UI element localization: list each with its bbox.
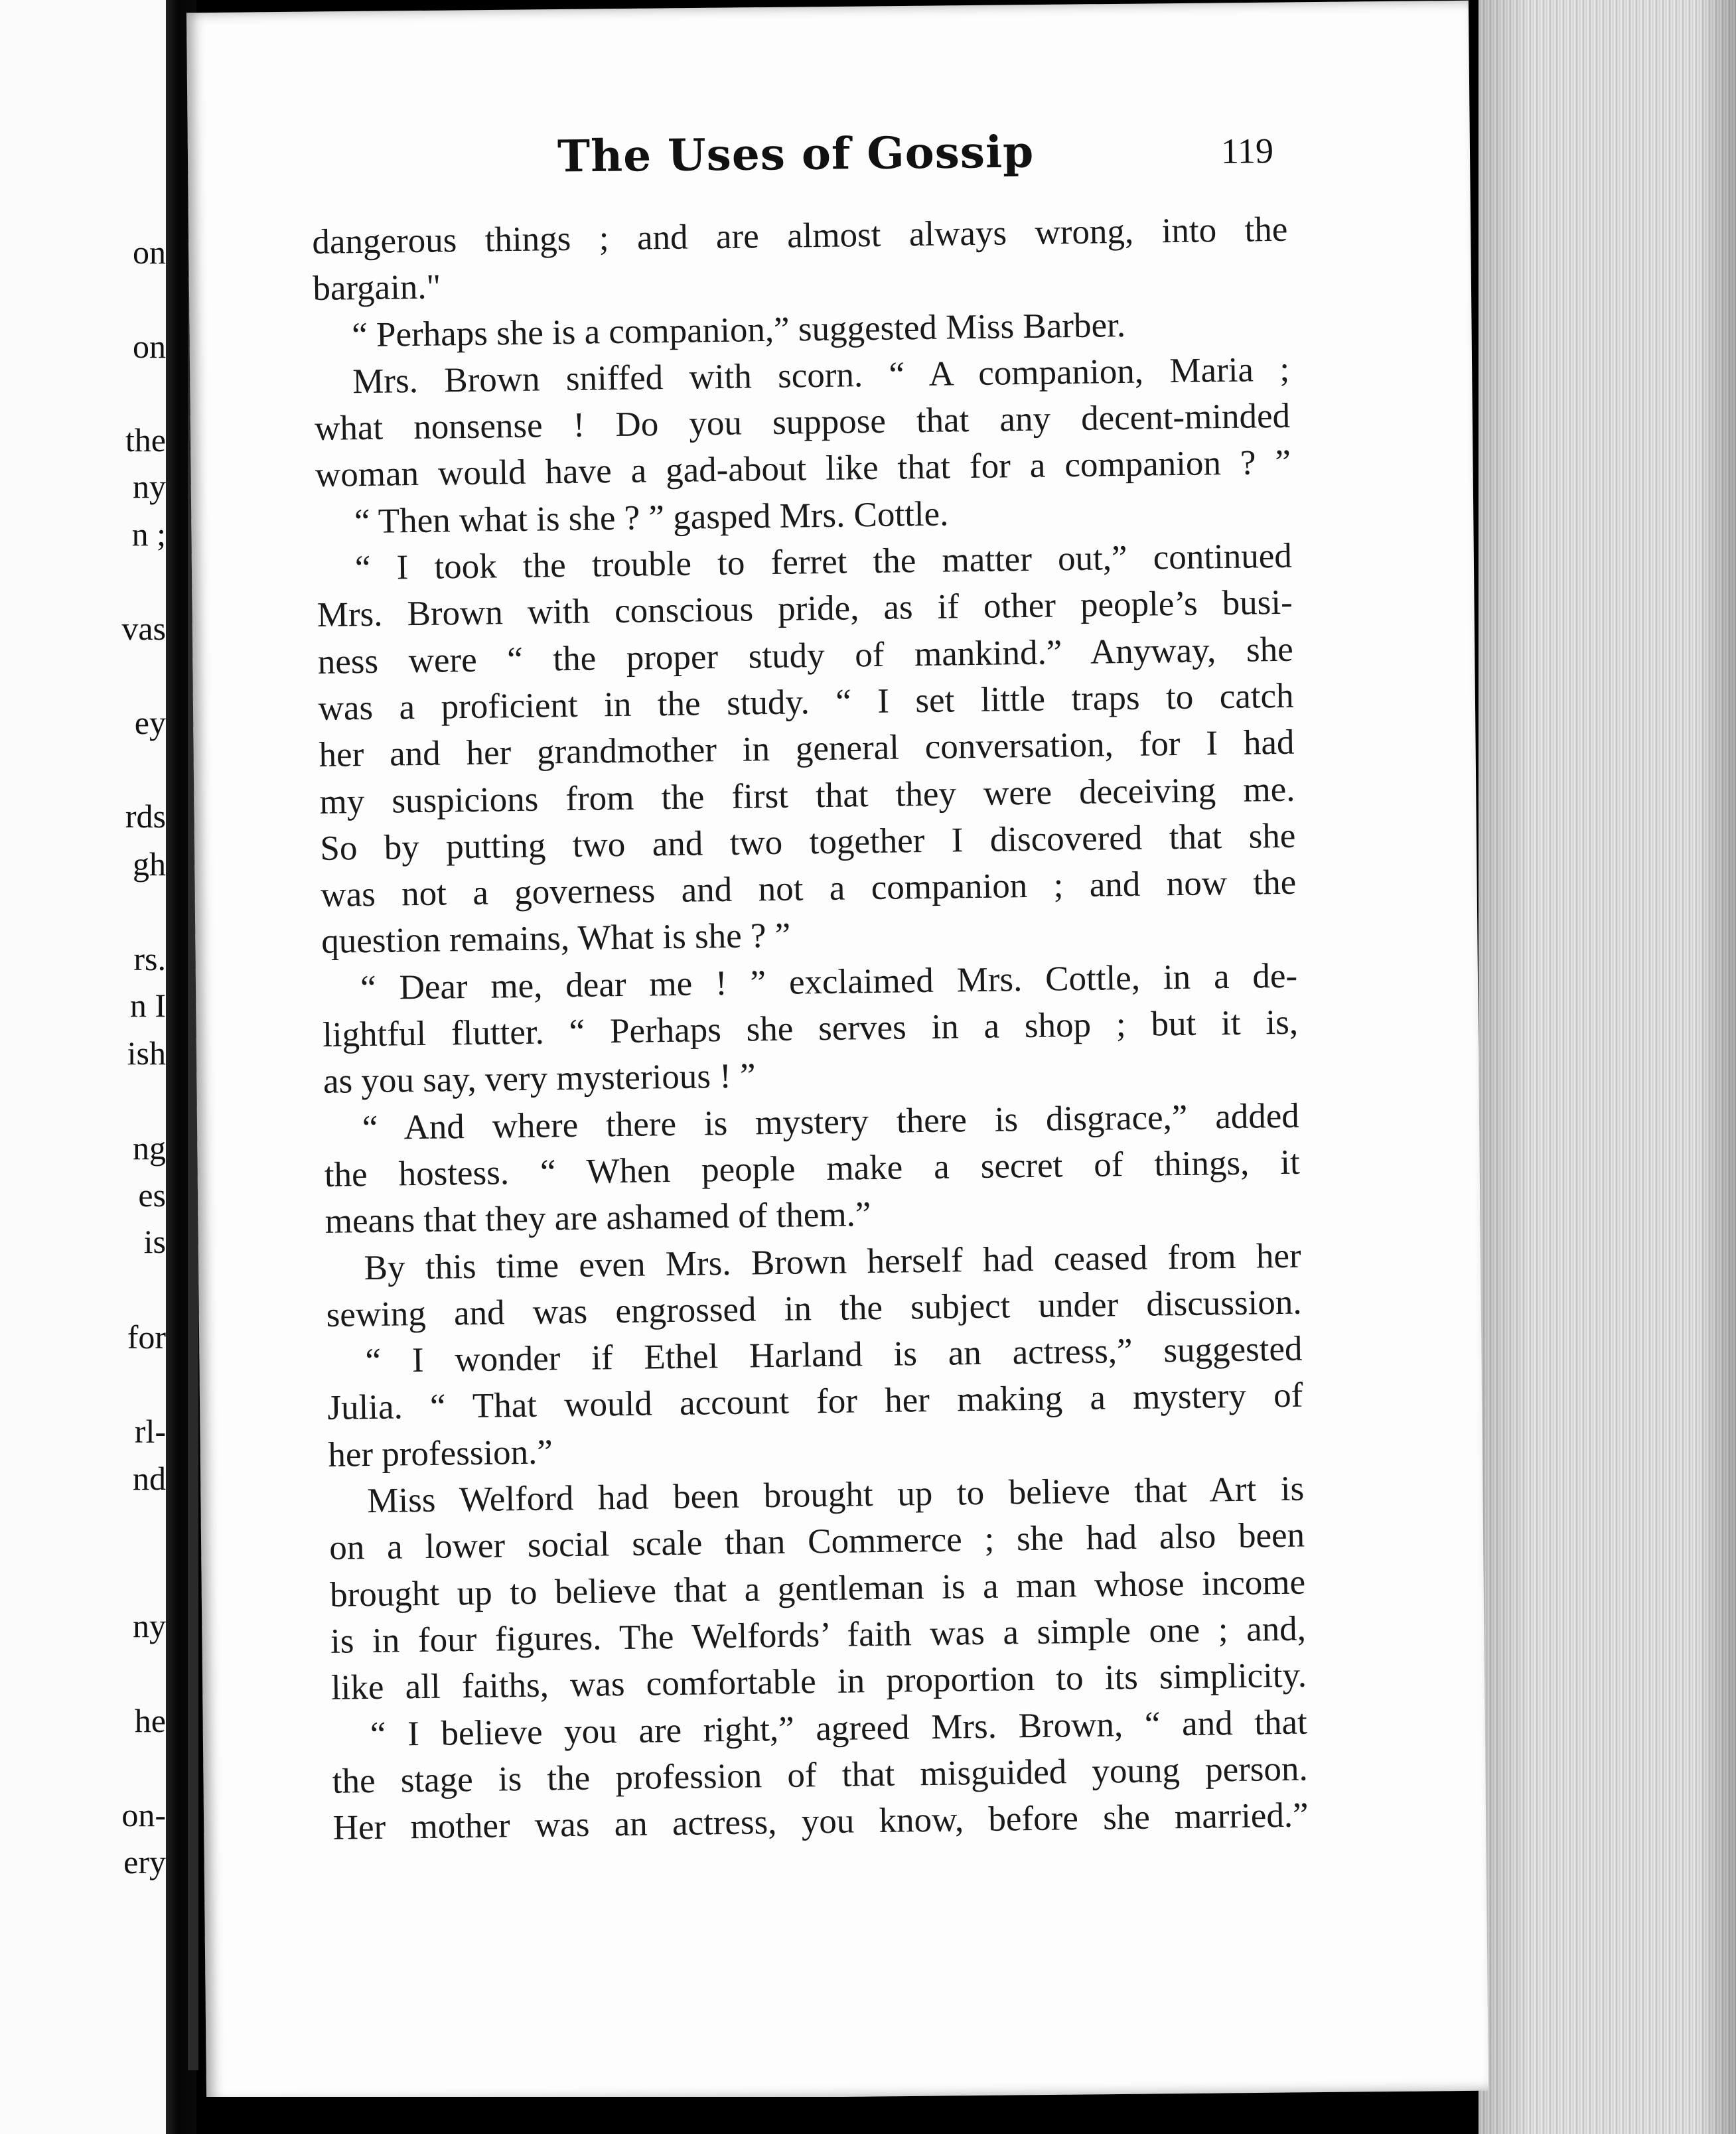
left-page-fragment: n I [129,987,166,1024]
left-page-fragment: on- [121,1796,166,1833]
running-title: The Uses of Gossip [557,125,1035,182]
text-line: her and her grandmother in general conversation, for I had [319,723,1295,775]
text-line: like all faiths, was comfortable in proportion to its simplicity. [330,1656,1307,1708]
text-line: bargain." [312,267,441,309]
text-line: question remains, What is she ? ” [321,916,791,961]
left-page-fragment: ny [133,468,166,505]
left-page-fragment: the [125,421,166,459]
text-line: By this time even Mrs. Brown herself had ceased from her [364,1236,1301,1287]
text-line: So by putting two and two together I discovered that she [320,816,1296,868]
text-line: the hostess. “ When people make a secret of things, it [324,1143,1301,1194]
text-line: “ And where there is mystery there is disgrace,” added [362,1096,1300,1147]
text-line: Mrs. Brown sniffed with scorn. “ A companion, Maria ; [352,350,1290,401]
text-line: her profession.” [328,1433,553,1474]
left-page-fragment: ny [133,1607,166,1644]
left-facing-page [0,0,166,2134]
left-page-fragment: es [138,1176,166,1214]
text-line: Julia. “ That would account for her making a mystery of [327,1376,1303,1428]
text-line: Miss Welford had been brought up to believe that Art is [366,1469,1305,1521]
body-text [312,206,1309,1851]
text-line: is in four figures. The Welfords’ faith was a simple one ; and, [330,1609,1307,1661]
left-page-fragment: rs. [133,940,166,977]
left-page-fragment: he [134,1702,166,1739]
left-page-fragment: gh [133,845,166,883]
text-line: brought up to believe that a gentleman is a man whose income [329,1563,1306,1614]
left-page-fragment: ery [123,1843,166,1881]
text-line: Her mother was an actress, you know, before she married.” [332,1796,1309,1847]
text-line: “ Dear me, dear me ! ” exclaimed Mrs. Cottle, in a de- [360,956,1298,1007]
text-line: dangerous things ; and are almost always wrong, into the [312,210,1288,261]
left-page-fragment: rds [125,798,166,835]
running-head [311,110,1274,192]
left-page-fragment: n ; [131,516,166,553]
text-line: as you say, very mysterious ! ” [323,1056,756,1102]
text-line: my suspicions from the first that they were deceiving me. [319,770,1295,821]
page-number: 119 [1220,131,1274,171]
text-line: “ I believe you are right,” agreed Mrs. Brown, “ and that [370,1703,1308,1754]
left-page-fragment: is [143,1223,166,1260]
text-line: on a lower social scale than Commerce ; she had also been [328,1516,1305,1568]
left-page-fragment: ng [133,1129,166,1167]
text-line: was a proficient in the study. “ I set little traps to catch [318,676,1294,728]
left-page-fragment: ey [134,704,166,741]
text-line: the stage is the profession of that misguided young person. [332,1749,1309,1801]
left-page-fragment: for [127,1318,166,1356]
text-line: sewing and was engrossed in the subject under discussion. [326,1283,1302,1334]
text-line: Mrs. Brown with conscious pride, as if other people’s busi- [317,583,1293,635]
text-line: “ I took the trouble to ferret the matter out,” continued [354,536,1293,588]
text-line: woman would have a gad-about like that for a companion ? ” [315,443,1291,495]
text-line: was not a governess and not a companion ; and now the [320,863,1297,915]
text-line: “ Then what is she ? ” gasped Mrs. Cottle. [354,494,949,541]
text-line: means that they are ashamed of them.” [325,1195,871,1242]
text-line: ness were “ the proper study of mankind.” Anyway, she [317,630,1293,681]
left-page-fragment: nd [133,1460,166,1497]
page-edges-shade [1479,0,1736,2134]
left-page-fragment: on [133,328,166,365]
bottom-edge [196,2097,1479,2134]
page-edges-stack [1479,0,1736,2134]
text-line: what nonsense ! Do you suppose that any decent-minded [314,396,1291,449]
left-page-fragment: vas [121,610,166,647]
text-line: “ I wonder if Ethel Harland is an actress,” suggested [365,1329,1303,1381]
left-page-fragment: rl- [134,1413,166,1450]
text-line: “ Perhaps she is a companion,” suggested Miss Barber. [351,305,1126,354]
left-page-fragment: ish [127,1034,166,1072]
left-page-fragment: on [133,234,166,271]
text-line: lightful flutter. “ Perhaps she serves in a shop ; but it is, [322,1003,1299,1054]
